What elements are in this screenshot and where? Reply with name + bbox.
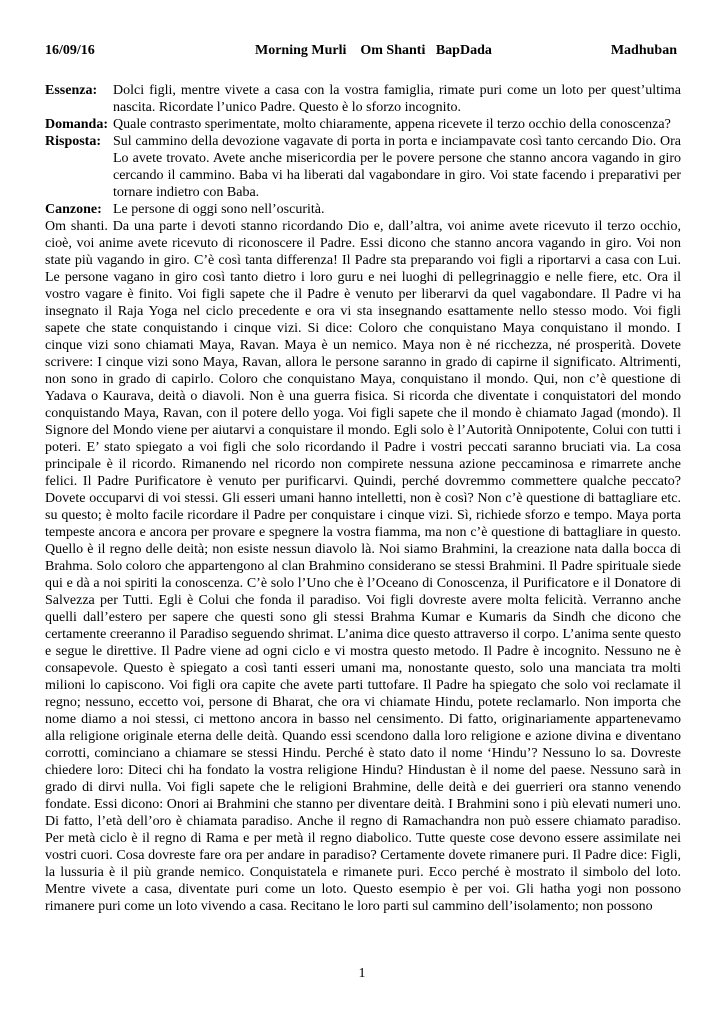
domanda-label: Domanda: — [45, 117, 109, 132]
risposta-label: Risposta: — [45, 134, 102, 149]
domanda-text: Quale contrasto sperimentate, molto chiaramente, appena ricevete il terzo occhio della conoscenza? — [113, 117, 671, 132]
risposta-text: Sul cammino della devozione vagavate di porta in porta e inciampavate così tanto cercando Dio. Ora Lo avete trovato. Avete anche misericordia per le povere persone che stanno ancora vagando in giro cercando il cammino. Baba vi ha liberati dal vagabondare in giro. Voi state facendo i preparativi per tornare indietro con Baba. — [113, 134, 681, 200]
canzone-text: Le persone di oggi sono nell’oscurità. — [113, 202, 325, 217]
header-date: 16/09/16 — [45, 43, 95, 58]
document-page — [45, 42, 681, 915]
header-title: Morning Murli Om Shanti BapDada — [255, 43, 492, 58]
page-header — [45, 42, 681, 62]
header-place: Madhuban — [610, 43, 677, 58]
risposta-row — [45, 133, 681, 201]
canzone-row — [45, 201, 681, 218]
essenza-row — [45, 82, 681, 116]
summary-section — [45, 82, 681, 218]
essenza-text: Dolci figli, mentre vivete a casa con la vostra famiglia, rimate puri come un loto per quest’ultima nascita. Ricordate l’unico Padre. Questo è lo sforzo incognito. — [113, 83, 681, 115]
page-number: 1 — [358, 966, 366, 981]
canzone-label: Canzone: — [45, 202, 102, 217]
body-text: Om shanti. Da una parte i devoti stanno ricordando Dio e, dall’altra, voi anime avete ricevuto il terzo occhio, cioè, voi anime avete ricevuto di riconoscere il Padre. Essi dicono che stanno ancora vagando in giro. Voi non state più vagando in giro. C’è così tanta differenza! Il Padre sta preparando voi figli a riportarvi a casa con Lui. Le persone vagano in giro così tanto dietro i loro guru e nei luoghi di pellegrinaggio e nelle fiere, etc. Ora il vostro vagare è finito. Voi figli sapete che il Padre è venuto per liberarvi da quel vagabondare. Il Padre vi ha insegnato il Raja Yoga nel ciclo precedente e ora vi sta insegnando esattamente nello stesso modo. Voi figli sapete che state conquistando i cinque vizi. Si dice: Coloro che conquistano Maya conquistano il mondo. I cinque vizi sono chiamati Maya, Ravan. Maya è un nemico. Maya non è né ricchezza, né prosperità. Dovete scrivere: I cinque vizi sono Maya, Ravan, allora le persone saranno in grado di capirne il significato. Altrimenti, non sono in grado di capirlo. Coloro che conquistano Maya, conquistano il mondo. Qui, non c’è questione di Yadava o Kaurava, deità o diavoli. Non è una guerra fisica. Si ricorda che diventate i conquistatori del mondo conquistando Maya, Ravan, con il potere dello yoga. Voi figli sapete che il mondo è chiamato Jagad (mondo). Il Signore del Mondo viene per aiutarvi a conquistare il mondo. Egli solo è l’Autorità Onnipotente, Colui con tutti i poteri. E’ stato spiegato a voi figli che solo ricordando il Padre i vostri peccati saranno bruciati via. La cosa principale è il ricordo. Rimanendo nel ricordo non compirete nessuna azione peccaminosa e rimarrete anche felici. Il Padre Purificatore è venuto per purificarvi. Quindi, perché dovremmo commettere qualche peccato? Dovete occuparvi di voi stessi. Gli esseri umani hanno intelletti, non è così? Non c’è questione di battagliare etc. su questo; è molto facile ricordare il Padre per conquistare i cinque vizi. Sì, richiede sforzo e tempo. Maya porta tempeste ancora e ancora per provare e spegnere la vostra fiamma, ma non c’è questione di battagliare in questo. Quello è il regno delle deità; non esiste nessun diavolo là. Noi siamo Brahmini, la creazione nata dalla bocca di Brahma. Solo coloro che appartengono al clan Brahmino considerano se stessi Brahmini. Il Padre spirituale siede qui e dà a noi spiriti la conoscenza. C’è solo l’Uno che è l’Oceano di Conoscenza, il Purificatore e il Donatore di Salvezza per Tutti. Egli è Colui che fonda il paradiso. Voi figli dovreste avere molta felicità. Verranno anche quelli dall’estero per sapere che questi sono gli stessi Brahma Kumar e Kumaris da Sindh che dicono che certamente creeranno il Paradiso seguendo shrimat. L’anima dice questo attraverso il corpo. L’anima sente questo e segue le direttive. Il Padre viene ad ogni ciclo e vi mostra questo metodo. Il Padre è incognito. Nessuno ne è consapevole. Questo è spiegato a così tanti esseri umani ma, nonostante questo, solo una manciata tra molti milioni lo capiscono. Voi figli ora capite che avete parti tuttofare. Il Padre ha spiegato che solo voi reclamate il regno; nessuno, eccetto voi, persone di Bharat, che ora vi chiamate Hindu, potete reclamarlo. Non importa che nome diamo a noi stessi, ci mettono ancora in basso nel censimento. Di fatto, originariamente appartenevamo alla religione originale eterna delle deità. Quando essi scendono dalla loro religione e azione divina e diventano corrotti, cominciano a chiamare se stessi Hindu. Perché è stato dato il nome ‘Hindu’? Nessuno lo sa. Dovreste chiedere loro: Diteci chi ha fondato la vostra religione Hindu? Hindustan è il nome del paese. Nessuno sarà in grado di dirvi nulla. Voi figli sapete che le religioni Brahmine, delle deità e dei guerrieri ora stanno venendo fondate. Essi dicono: Onori ai Brahmini che stanno per diventare deità. I Brahmini sono i più elevati numeri uno. Di fatto, l’età dell’oro è chiamata paradiso. Anche il regno di Ramachandra non può essere chiamato paradiso. Per metà ciclo è il regno di Rama e per metà il regno diabolico. Tutte queste cose devono essere assimilate nei vostri cuori. Cosa dovreste fare ora per andare in paradiso? Certamente dovete rimanere puri. Il Padre dice: Figli, la lussuria è il più grande nemico. Conquistatela e rimanete puri. Ecco perché è mostrato il simbolo del loto. Mentre vivete a casa, diventate puri come un loto. Questo esempio è per voi. Gli hatha yogi non possono rimanere puri come un loto vivendo a casa. Recitano le loro parti sul cammino dell’isolamento; non possono — [45, 219, 681, 914]
domanda-row — [45, 116, 681, 133]
essenza-label: Essenza: — [45, 83, 98, 98]
